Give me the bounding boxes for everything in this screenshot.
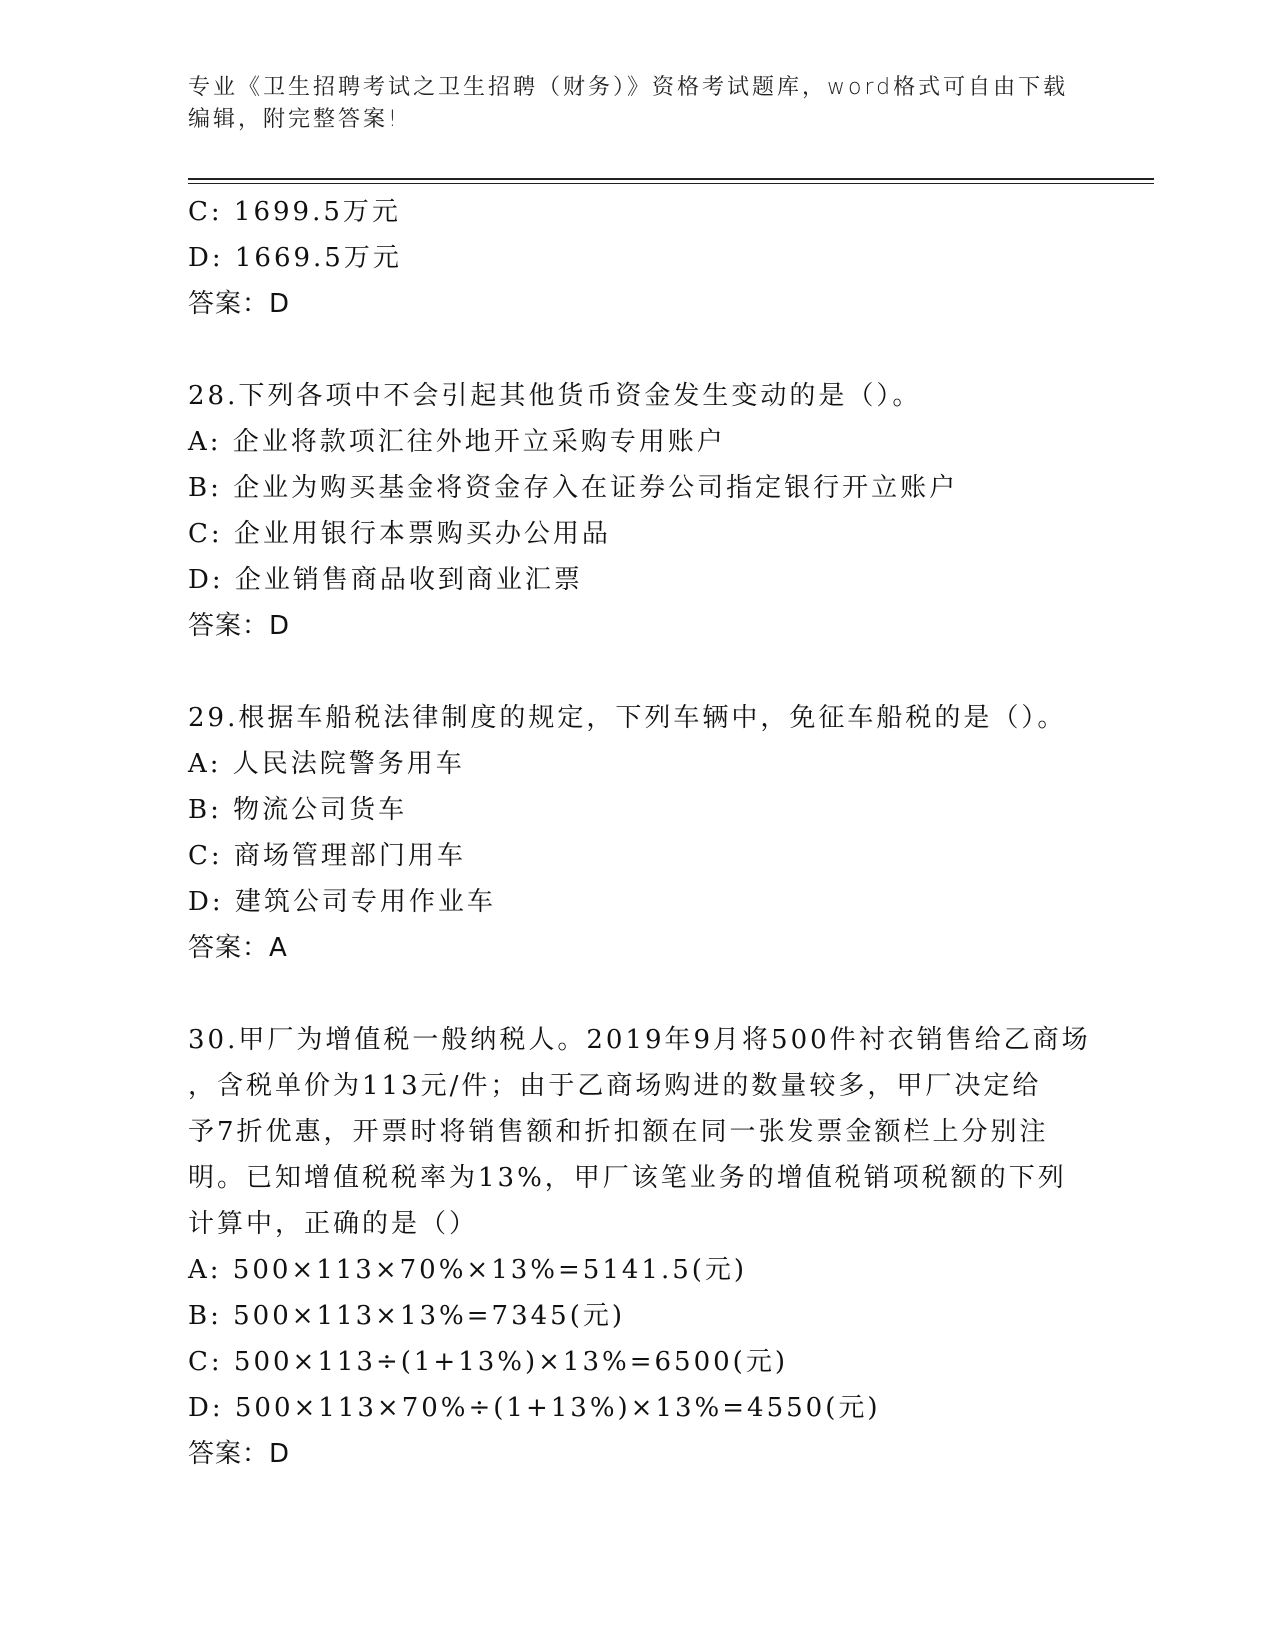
question-stem-line-2: ，含税单价为113元/件；由于乙商场购进的数量较多，甲厂决定给 <box>188 1071 1042 1101</box>
option-d: D: 1669.5万元 <box>188 243 402 273</box>
header-line-2: 编辑，附完整答案! <box>188 107 400 132</box>
option-d: D: 建筑公司专用作业车 <box>188 887 496 917</box>
option-c: C: 500×113÷(1+13%)×13%=6500(元) <box>188 1347 788 1377</box>
question-stem: 28.下列各项中不会引起其他货币资金发生变动的是（）。 <box>188 381 922 411</box>
option-a: A: 500×113×70%×13%=5141.5(元) <box>188 1255 748 1285</box>
prev-question <box>188 189 1088 327</box>
question-28 <box>188 373 1088 649</box>
question-stem-line-4: 明。已知增值税税率为13%，甲厂该笔业务的增值税销项税额的下列 <box>188 1163 1067 1193</box>
option-c: C: 1699.5万元 <box>188 197 401 227</box>
question-stem-line-3: 予7折优惠，开票时将销售额和折扣额在同一张发票金额栏上分别注 <box>188 1117 1049 1147</box>
answer-line: 答案：D <box>188 611 291 641</box>
answer-line: 答案：D <box>188 1439 291 1469</box>
question-stem-line-1: 30.甲厂为增值税一般纳税人。2019年9月将500件衬衣销售给乙商场 <box>188 1025 1091 1055</box>
spacer <box>188 649 1088 695</box>
option-c: C: 企业用银行本票购买办公用品 <box>188 519 611 549</box>
question-stem-line-5: 计算中，正确的是（） <box>188 1209 479 1239</box>
spacer <box>188 971 1088 1017</box>
question-content <box>188 189 1091 1477</box>
option-a: A: 企业将款项汇往外地开立采购专用账户 <box>188 427 726 457</box>
option-c: C: 商场管理部门用车 <box>188 841 466 871</box>
option-d: D: 500×113×70%÷(1+13%)×13%=4550(元) <box>188 1393 881 1423</box>
page-header <box>188 72 1088 136</box>
question-stem: 29.根据车船税法律制度的规定，下列车辆中，免征车船税的是（）。 <box>188 703 1067 733</box>
option-b: B: 物流公司货车 <box>188 795 408 825</box>
question-29 <box>188 695 1088 971</box>
answer-line: 答案：A <box>188 933 288 963</box>
answer-line: 答案：D <box>188 289 291 319</box>
option-b: B: 500×113×13%=7345(元) <box>188 1301 625 1331</box>
option-d: D: 企业销售商品收到商业汇票 <box>188 565 583 595</box>
spacer <box>188 327 1088 373</box>
option-a: A: 人民法院警务用车 <box>188 749 465 779</box>
question-30 <box>188 1017 1091 1477</box>
header-divider <box>188 178 1154 184</box>
header-line-1: 专业《卫生招聘考试之卫生招聘（财务）》资格考试题库，word格式可自由下载 <box>188 75 1069 100</box>
option-b: B: 企业为购买基金将资金存入在证券公司指定银行开立账户 <box>188 473 959 503</box>
